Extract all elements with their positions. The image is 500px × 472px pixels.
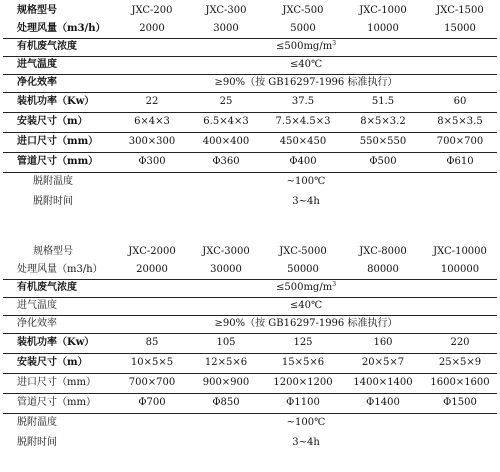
temp-value: ≤40℃ [115, 297, 497, 315]
model-cell: JXC-1500 [436, 5, 484, 16]
power-cell: 25 [189, 92, 263, 112]
pipe-cell: Φ1400 [343, 393, 423, 413]
row-label-model: 规格型号 [17, 5, 57, 16]
airflow-cell: 80000 [367, 263, 399, 275]
row-label-power: 装机功率（Kw） [3, 92, 115, 112]
table-row-temp [3, 56, 497, 74]
size-cell: 6×4×3 [115, 112, 189, 132]
row-label-desorb-temp: 脱附温度 [3, 172, 115, 192]
size-cell: 25×5×9 [423, 353, 497, 373]
power-cell: 85 [115, 333, 189, 353]
temp-value: ≤40℃ [115, 56, 497, 74]
concentration-value: $\le 500mg/m^3$ [115, 38, 497, 56]
airflow-cell: 2000 [139, 22, 165, 34]
table-row-model [3, 243, 497, 261]
row-label-pipe: 管道尺寸（mm） [3, 393, 115, 413]
size-cell: 20×5×7 [343, 353, 423, 373]
row-label-pipe: 管道尺寸（mm） [3, 152, 115, 172]
table-row-concentration [3, 38, 497, 56]
model-cell: JXC-300 [205, 5, 247, 16]
table-row-inlet [3, 373, 497, 393]
size-cell: 7.5×4.5×3 [263, 112, 343, 132]
pipe-cell: Φ610 [423, 152, 497, 172]
pipe-cell: Φ500 [343, 152, 423, 172]
pipe-cell: Φ700 [115, 393, 189, 413]
concentration-value: $\le 500mg/m^3$ [115, 279, 497, 297]
row-label-airflow: 处理风量（m3/h） [17, 22, 106, 34]
row-label-efficiency: 净化效率 [3, 315, 115, 333]
row-label-temp: 进气温度 [3, 297, 115, 315]
efficiency-value: ≥90%（按 GB16297-1996 标准执行） [115, 315, 497, 333]
row-label-concentration: 有机废气浓度 [3, 279, 115, 297]
size-cell: 6.5×4×3 [189, 112, 263, 132]
airflow-cell: 50000 [287, 263, 319, 275]
model-cell: JXC-500 [282, 5, 324, 16]
model-cell: JXC-3000 [202, 246, 250, 257]
power-cell: 125 [263, 333, 343, 353]
table-row-inlet [3, 132, 497, 152]
pipe-cell: Φ360 [189, 152, 263, 172]
desorb-temp-value: ~100℃ [115, 413, 497, 433]
table-row-size [3, 353, 497, 373]
size-cell: 8×5×3.2 [343, 112, 423, 132]
airflow-cell: 10000 [367, 22, 399, 34]
table-row-pipe [3, 152, 497, 172]
spec-table-2 [3, 243, 497, 453]
row-label-size: 安装尺寸（m） [3, 353, 115, 373]
table-row-power [3, 333, 497, 353]
airflow-cell: 15000 [444, 22, 476, 34]
power-cell: 37.5 [263, 92, 343, 112]
table-row-efficiency [3, 74, 497, 92]
pipe-cell: Φ850 [189, 393, 263, 413]
row-label-desorb-temp: 脱附温度 [3, 413, 115, 433]
airflow-cell: 20000 [136, 263, 168, 275]
model-cell: JXC-200 [131, 5, 173, 16]
table-row-size [3, 112, 497, 132]
pipe-cell: Φ1100 [263, 393, 343, 413]
power-cell: 60 [423, 92, 497, 112]
size-cell: 15×5×6 [263, 353, 343, 373]
size-cell: 12×5×6 [189, 353, 263, 373]
table-row-desorb-time [3, 433, 497, 453]
inlet-cell: 300×300 [115, 132, 189, 152]
row-label-efficiency: 净化效率 [3, 74, 115, 92]
inlet-cell: 550×550 [343, 132, 423, 152]
inlet-cell: 700×700 [423, 132, 497, 152]
row-label-concentration: 有机废气浓度 [3, 38, 115, 56]
model-cell: JXC-8000 [359, 246, 407, 257]
power-cell: 22 [115, 92, 189, 112]
power-cell: 51.5 [343, 92, 423, 112]
model-cell: JXC-10000 [433, 246, 487, 257]
row-label-desorb-time: 脱附时间 [33, 196, 73, 207]
pipe-cell: Φ400 [263, 152, 343, 172]
desorb-time-value: 3~4h [292, 437, 320, 448]
inlet-cell: 450×450 [263, 132, 343, 152]
airflow-cell: 100000 [440, 263, 480, 275]
table-row-power [3, 92, 497, 112]
pipe-cell: Φ300 [115, 152, 189, 172]
row-label-power: 装机功率（Kw） [3, 333, 115, 353]
inlet-cell: 1200×1200 [263, 373, 343, 393]
inlet-cell: 1400×1400 [343, 373, 423, 393]
model-cell: JXC-5000 [279, 246, 327, 257]
inlet-cell: 900×900 [189, 373, 263, 393]
row-label-size: 安装尺寸（m） [3, 112, 115, 132]
desorb-temp-value: ~100℃ [115, 172, 497, 192]
table-row-concentration [3, 279, 497, 297]
table-row-pipe [3, 393, 497, 413]
airflow-cell: 3000 [213, 22, 239, 34]
row-label-inlet: 进口尺寸（mm） [3, 373, 115, 393]
airflow-cell: 30000 [210, 263, 242, 275]
size-cell: 10×5×5 [115, 353, 189, 373]
inlet-cell: 1600×1600 [423, 373, 497, 393]
size-cell: 8×5×3.5 [423, 112, 497, 132]
row-label-temp: 进气温度 [3, 56, 115, 74]
power-cell: 220 [423, 333, 497, 353]
table-row-desorb-temp [3, 172, 497, 192]
table-row-desorb-time [3, 192, 497, 212]
desorb-time-value: 3~4h [292, 196, 320, 207]
row-label-desorb-time: 脱附时间 [17, 437, 57, 448]
inlet-cell: 400×400 [189, 132, 263, 152]
row-label-inlet: 进口尺寸（mm） [3, 132, 115, 152]
model-cell: JXC-2000 [128, 246, 176, 257]
airflow-cell: 5000 [290, 22, 316, 34]
table-row-airflow [3, 20, 497, 38]
spec-table-1 [3, 2, 497, 212]
pipe-cell: Φ1500 [423, 393, 497, 413]
efficiency-value: ≥90%（按 GB16297-1996 标准执行） [115, 74, 497, 92]
row-label-model: 规格型号 [33, 246, 73, 257]
power-cell: 105 [189, 333, 263, 353]
table-row-temp [3, 297, 497, 315]
table-row-efficiency [3, 315, 497, 333]
table-row-airflow [3, 261, 497, 279]
inlet-cell: 700×700 [115, 373, 189, 393]
table-row-desorb-temp [3, 413, 497, 433]
power-cell: 160 [343, 333, 423, 353]
model-cell: JXC-1000 [359, 5, 407, 16]
row-label-airflow: 处理风量（m3/h） [17, 263, 103, 275]
table-row-model [3, 2, 497, 20]
